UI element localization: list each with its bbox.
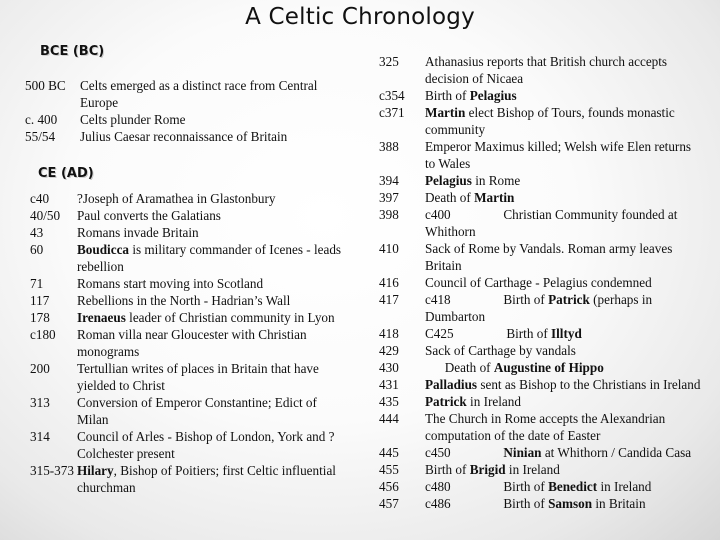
- page-title: A Celtic Chronology: [245, 4, 475, 30]
- timeline-entry: [379, 274, 704, 325]
- timeline-entry: [25, 111, 355, 128]
- entry-text: c450 Ninian at Whithorn / Candida Casa: [425, 445, 692, 460]
- right-list: [379, 53, 704, 512]
- entry-text: Tertullian writes of places in Britain that have yielded to Christ: [77, 361, 319, 393]
- entry-text: Julius Caesar reconnaissance of Britain: [80, 129, 288, 144]
- timeline-entry: [30, 428, 350, 462]
- bce-list: [25, 77, 355, 145]
- entry-text: Romans invade Britain: [77, 225, 199, 240]
- entry-date: 416 417: [379, 275, 399, 307]
- entry-date: 388: [379, 139, 399, 154]
- entry-text: Irenaeus leader of Christian community in Lyon: [77, 310, 335, 325]
- ce-list: [30, 190, 350, 496]
- entry-date: 313: [30, 395, 50, 410]
- bce-heading: BCE (BC): [40, 44, 105, 59]
- timeline-entry: [30, 326, 350, 360]
- entry-text: Paul converts the Galatians: [77, 208, 221, 223]
- entry-text: Athanasius reports that British church accepts decision of Nicaea: [425, 54, 668, 86]
- ce-heading: CE (AD): [38, 166, 94, 181]
- entry-text: Romans start moving into Scotland: [77, 276, 264, 291]
- entry-text: Council of Arles - Bishop of London, York and ?Colchester present: [77, 429, 335, 461]
- entry-text: Roman villa near Gloucester with Christian monograms: [77, 327, 307, 359]
- timeline-entry: [379, 240, 704, 274]
- entry-text: Birth of Brigid in Ireland c480 Birth of Benedict in Ireland c486 Birth of Samson in Britain: [425, 462, 652, 511]
- entry-date: c. 400: [25, 112, 58, 127]
- entry-date: c180: [30, 327, 56, 342]
- entry-text: Hilary, Bishop of Poitiers; first Celtic influential churchman: [77, 463, 336, 495]
- entry-date: 40/50: [30, 208, 61, 223]
- entry-text: Patrick in Ireland The Church in Rome accepts the Alexandrian computation of the date of Easter: [425, 394, 666, 443]
- timeline-entry: [30, 292, 350, 309]
- entry-text: Conversion of Emperor Constantine; Edict of Milan: [77, 395, 317, 427]
- timeline-entry: [379, 393, 704, 444]
- entry-date: 43: [30, 225, 44, 240]
- timeline-entry: [30, 360, 350, 394]
- timeline-entry: [30, 275, 350, 292]
- entry-text: Pelagius in Rome Death of Martin c400 Christian Community founded at Whithorn: [425, 173, 678, 239]
- entry-text: ?Joseph of Aramathea in Glastonbury: [77, 191, 276, 206]
- entry-text: Celts plunder Rome: [80, 112, 186, 127]
- timeline-entry: [30, 224, 350, 241]
- timeline-entry: [379, 172, 704, 240]
- entry-date: 117: [30, 293, 50, 308]
- timeline-entry: [379, 461, 704, 512]
- timeline-entry: [30, 309, 350, 326]
- entry-date: 455 456 457: [379, 462, 399, 511]
- entry-text: Rebellions in the North - Hadrian’s Wall: [77, 293, 291, 308]
- timeline-entry: [379, 138, 704, 172]
- timeline-entry: [379, 87, 704, 138]
- entry-date: 325: [379, 54, 399, 69]
- timeline-entry: [25, 77, 355, 111]
- entry-date: 315-373: [30, 463, 74, 478]
- entry-date: 200: [30, 361, 50, 376]
- entry-date: 55/54: [25, 129, 56, 144]
- entry-date: 314: [30, 429, 50, 444]
- entry-text: Birth of Pelagius Martin elect Bishop of Tours, founds monastic community: [425, 88, 675, 137]
- timeline-entry: [30, 207, 350, 224]
- entry-text: Council of Carthage - Pelagius condemned c418 Birth of Patrick (perhaps in Dumbarton: [425, 275, 653, 324]
- entry-date: c40: [30, 191, 50, 206]
- entry-text: Emperor Maximus killed; Welsh wife Elen returns to Wales: [425, 139, 692, 171]
- entry-date: c354 c371: [379, 88, 405, 120]
- timeline-entry: [30, 394, 350, 428]
- entry-text: C425 Birth of Illtyd Sack of Carthage by vandals Death of Augustine of Hippo Palladius sent as Bishop to the Christians in Ireland: [425, 326, 701, 392]
- entry-date: 178: [30, 310, 50, 325]
- timeline-entry: [30, 241, 350, 275]
- entry-date: 418 429 430 431: [379, 326, 399, 392]
- entry-text: Boudicca is military commander of Icenes - leads rebellion: [77, 242, 342, 274]
- entry-date: 435 444: [379, 394, 399, 426]
- entry-date: 71: [30, 276, 44, 291]
- timeline-entry: [379, 325, 704, 393]
- entry-date: 500 BC: [25, 78, 66, 93]
- timeline-entry: [25, 128, 355, 145]
- entry-date: 394 397 398: [379, 173, 399, 222]
- timeline-entry: [379, 53, 704, 87]
- timeline-entry: [379, 444, 704, 461]
- entry-text: Celts emerged as a distinct race from Central Europe: [80, 78, 318, 110]
- entry-date: 410: [379, 241, 399, 256]
- entry-date: 60: [30, 242, 44, 257]
- timeline-entry: [30, 190, 350, 207]
- entry-text: Sack of Rome by Vandals. Roman army leaves Britain: [425, 241, 673, 273]
- timeline-entry: [30, 462, 350, 496]
- entry-date: 445: [379, 445, 399, 460]
